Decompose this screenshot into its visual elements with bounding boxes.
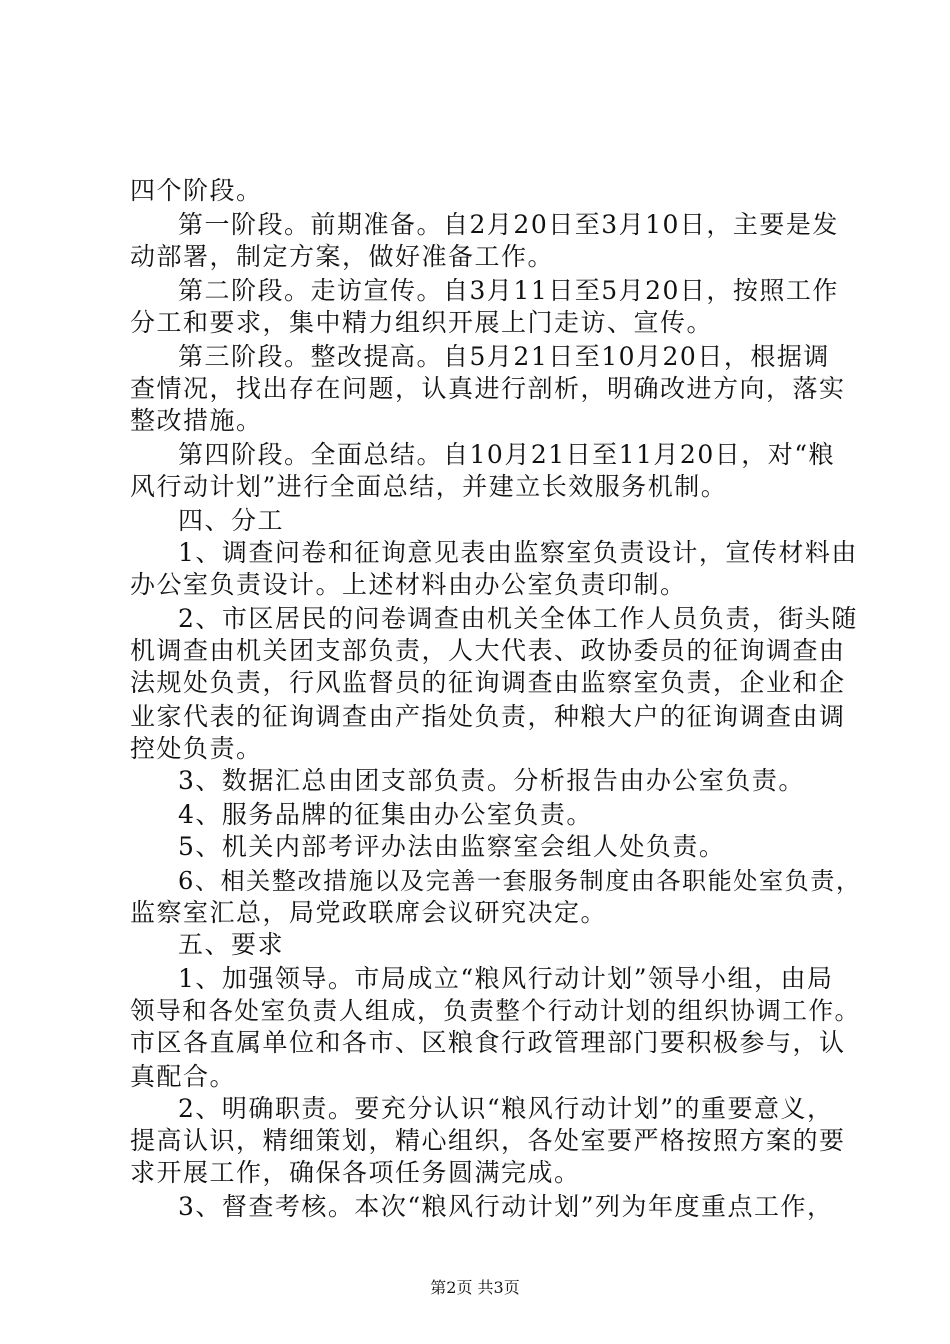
text-line: 业家代表的征询调查由产指处负责，种粮大户的征询调查由调 bbox=[130, 702, 846, 731]
text-line: 第三阶段。整改提高。自5月21日至10月20日，根据调 bbox=[178, 342, 830, 371]
text-line: 领导和各处室负责人组成，负责整个行动计划的组织协调工作。 bbox=[130, 996, 861, 1025]
text-line: 四个阶段。 bbox=[130, 176, 263, 205]
text-line: 第四阶段。全面总结。自10月21日至11月20日，对“粮 bbox=[178, 440, 836, 469]
text-line: 4、服务品牌的征集由办公室负责。 bbox=[178, 800, 593, 829]
text-line: 2、市区居民的问卷调查由机关全体工作人员负责，街头随 bbox=[178, 604, 858, 633]
text-line: 提高认识，精细策划，精心组织，各处室要严格按照方案的要 bbox=[130, 1126, 846, 1155]
text-line: 1、加强领导。市局成立“粮风行动计划”领导小组，由局 bbox=[178, 964, 834, 993]
text-line: 3、督查考核。本次“粮风行动计划”列为年度重点工作， bbox=[178, 1192, 834, 1221]
text-line: 第二阶段。走访宣传。自3月11日至5月20日，按照工作 bbox=[178, 276, 839, 305]
text-line: 查情况，找出存在问题，认真进行剖析，明确改进方向，落实 bbox=[130, 374, 846, 403]
text-line: 真配合。 bbox=[130, 1062, 237, 1091]
text-line: 6、相关整改措施以及完善一套服务制度由各职能处室负责， bbox=[178, 867, 862, 895]
text-line: 法规处负责，行风监督员的征询调查由监察室负责，企业和企 bbox=[130, 668, 846, 697]
text-line: 第一阶段。前期准备。自2月20日至3月10日，主要是发 bbox=[178, 210, 839, 239]
text-line: 求开展工作，确保各项任务圆满完成。 bbox=[130, 1158, 581, 1187]
text-line: 监察室汇总，局党政联席会议研究决定。 bbox=[130, 898, 608, 927]
section-heading: 四、分工 bbox=[178, 506, 285, 535]
page-footer bbox=[0, 1278, 950, 1298]
text-line: 5、机关内部考评办法由监察室会组人处负责。 bbox=[178, 832, 726, 861]
text-line: 市区各直属单位和各市、区粮食行政管理部门要积极参与，认 bbox=[130, 1028, 846, 1057]
section-heading: 五、要求 bbox=[178, 930, 285, 959]
text-line: 3、数据汇总由团支部负责。分析报告由办公室负责。 bbox=[178, 766, 805, 795]
text-line: 风行动计划”进行全面总结，并建立长效服务机制。 bbox=[130, 472, 728, 501]
page-number-label: 第2页 共3页 bbox=[430, 1278, 520, 1297]
text-line: 2、明确职责。要充分认识“粮风行动计划”的重要意义， bbox=[178, 1094, 834, 1123]
text-line: 1、调查问卷和征询意见表由监察室负责设计，宣传材料由 bbox=[178, 538, 858, 567]
text-line: 机调查由机关团支部负责，人大代表、政协委员的征询调查由 bbox=[130, 636, 846, 665]
text-line: 控处负责。 bbox=[130, 734, 263, 763]
text-line: 动部署，制定方案，做好准备工作。 bbox=[130, 242, 555, 271]
text-line: 分工和要求，集中精力组织开展上门走访、宣传。 bbox=[130, 308, 714, 337]
text-line: 整改措施。 bbox=[130, 406, 263, 435]
text-line: 办公室负责设计。上述材料由办公室负责印制。 bbox=[130, 570, 687, 599]
